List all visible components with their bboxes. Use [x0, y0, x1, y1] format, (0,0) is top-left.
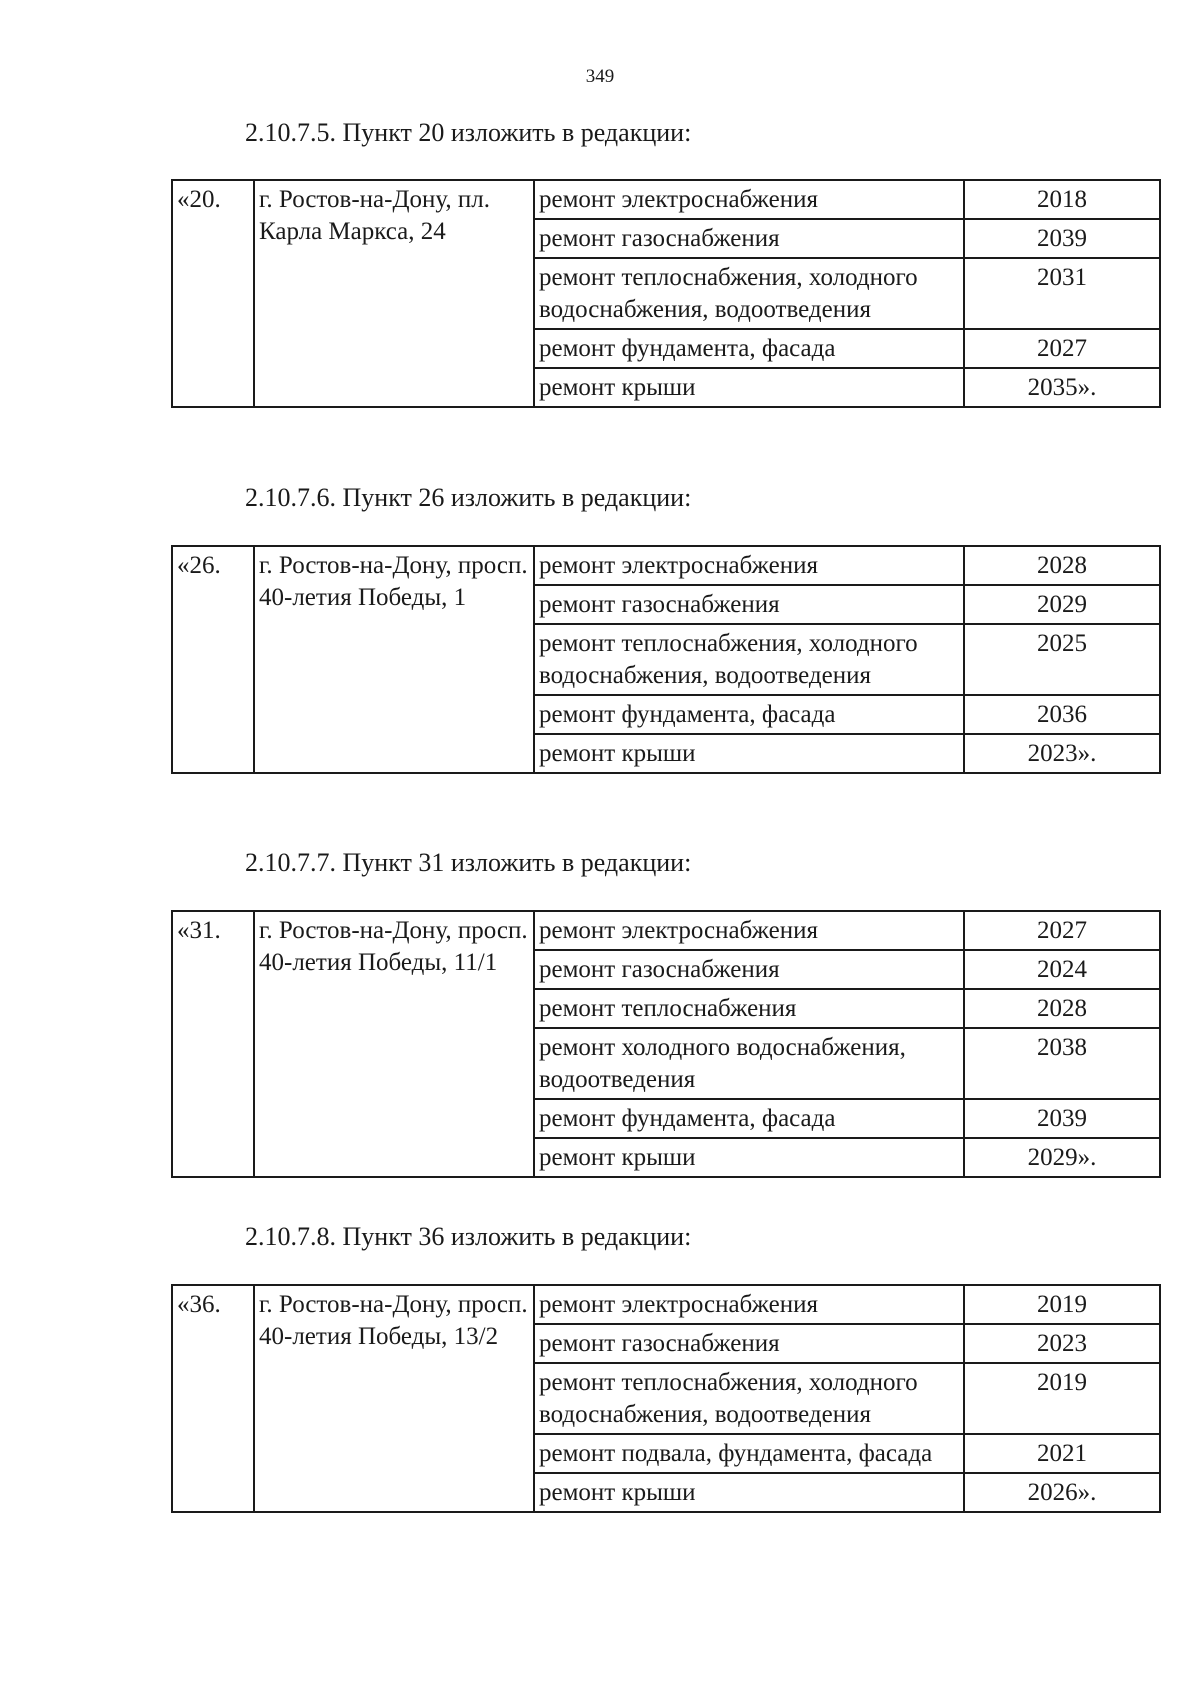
year-cell: 2021	[964, 1434, 1160, 1473]
section-heading: 2.10.7.8. Пункт 36 изложить в редакции:	[245, 1222, 692, 1251]
year-cell: 2039	[964, 1099, 1160, 1138]
item-number: «20.	[172, 180, 254, 407]
year-cell: 2035».	[964, 368, 1160, 407]
year-cell: 2038	[964, 1028, 1160, 1099]
section-heading: 2.10.7.5. Пункт 20 изложить в редакции:	[245, 118, 692, 147]
work-type-cell: ремонт газоснабжения	[534, 219, 964, 258]
work-type-cell: ремонт теплоснабжения, холодного водоснабжения, водоотведения	[534, 1363, 964, 1434]
year-cell: 2023».	[964, 734, 1160, 773]
address-cell: г. Ростов-на-Дону, просп. 40-летия Победы, 13/2	[254, 1285, 534, 1512]
work-type-cell: ремонт фундамента, фасада	[534, 1099, 964, 1138]
table-row	[172, 1285, 1160, 1324]
year-cell: 2026».	[964, 1473, 1160, 1512]
year-cell: 2031	[964, 258, 1160, 329]
work-type-cell: ремонт фундамента, фасада	[534, 695, 964, 734]
year-cell: 2029».	[964, 1138, 1160, 1177]
work-type-cell: ремонт газоснабжения	[534, 585, 964, 624]
year-cell: 2028	[964, 989, 1160, 1028]
year-cell: 2018	[964, 180, 1160, 219]
section-heading: 2.10.7.6. Пункт 26 изложить в редакции:	[245, 483, 692, 512]
work-type-cell: ремонт крыши	[534, 1473, 964, 1512]
year-cell: 2027	[964, 329, 1160, 368]
work-type-cell: ремонт теплоснабжения	[534, 989, 964, 1028]
work-type-cell: ремонт газоснабжения	[534, 1324, 964, 1363]
work-type-cell: ремонт газоснабжения	[534, 950, 964, 989]
item-number: «26.	[172, 546, 254, 773]
amendment-table	[171, 545, 1161, 774]
year-cell: 2029	[964, 585, 1160, 624]
year-cell: 2039	[964, 219, 1160, 258]
address-cell: г. Ростов-на-Дону, просп. 40-летия Победы, 11/1	[254, 911, 534, 1177]
work-type-cell: ремонт электроснабжения	[534, 911, 964, 950]
section-heading: 2.10.7.7. Пункт 31 изложить в редакции:	[245, 848, 692, 877]
work-type-cell: ремонт электроснабжения	[534, 180, 964, 219]
work-type-cell: ремонт теплоснабжения, холодного водоснабжения, водоотведения	[534, 258, 964, 329]
year-cell: 2027	[964, 911, 1160, 950]
work-type-cell: ремонт крыши	[534, 1138, 964, 1177]
work-type-cell: ремонт теплоснабжения, холодного водоснабжения, водоотведения	[534, 624, 964, 695]
year-cell: 2024	[964, 950, 1160, 989]
address-cell: г. Ростов-на-Дону, пл. Карла Маркса, 24	[254, 180, 534, 407]
year-cell: 2036	[964, 695, 1160, 734]
work-type-cell: ремонт холодного водоснабжения, водоотведения	[534, 1028, 964, 1099]
table-row	[172, 911, 1160, 950]
work-type-cell: ремонт крыши	[534, 368, 964, 407]
amendment-table	[171, 1284, 1161, 1513]
year-cell: 2028	[964, 546, 1160, 585]
work-type-cell: ремонт крыши	[534, 734, 964, 773]
table-row	[172, 546, 1160, 585]
work-type-cell: ремонт фундамента, фасада	[534, 329, 964, 368]
address-cell: г. Ростов-на-Дону, просп. 40-летия Победы, 1	[254, 546, 534, 773]
work-type-cell: ремонт электроснабжения	[534, 1285, 964, 1324]
year-cell: 2025	[964, 624, 1160, 695]
year-cell: 2023	[964, 1324, 1160, 1363]
year-cell: 2019	[964, 1285, 1160, 1324]
item-number: «36.	[172, 1285, 254, 1512]
table-row	[172, 180, 1160, 219]
work-type-cell: ремонт подвала, фундамента, фасада	[534, 1434, 964, 1473]
amendment-table	[171, 910, 1161, 1178]
year-cell: 2019	[964, 1363, 1160, 1434]
page-number: 349	[585, 66, 615, 87]
work-type-cell: ремонт электроснабжения	[534, 546, 964, 585]
item-number: «31.	[172, 911, 254, 1177]
amendment-table	[171, 179, 1161, 408]
